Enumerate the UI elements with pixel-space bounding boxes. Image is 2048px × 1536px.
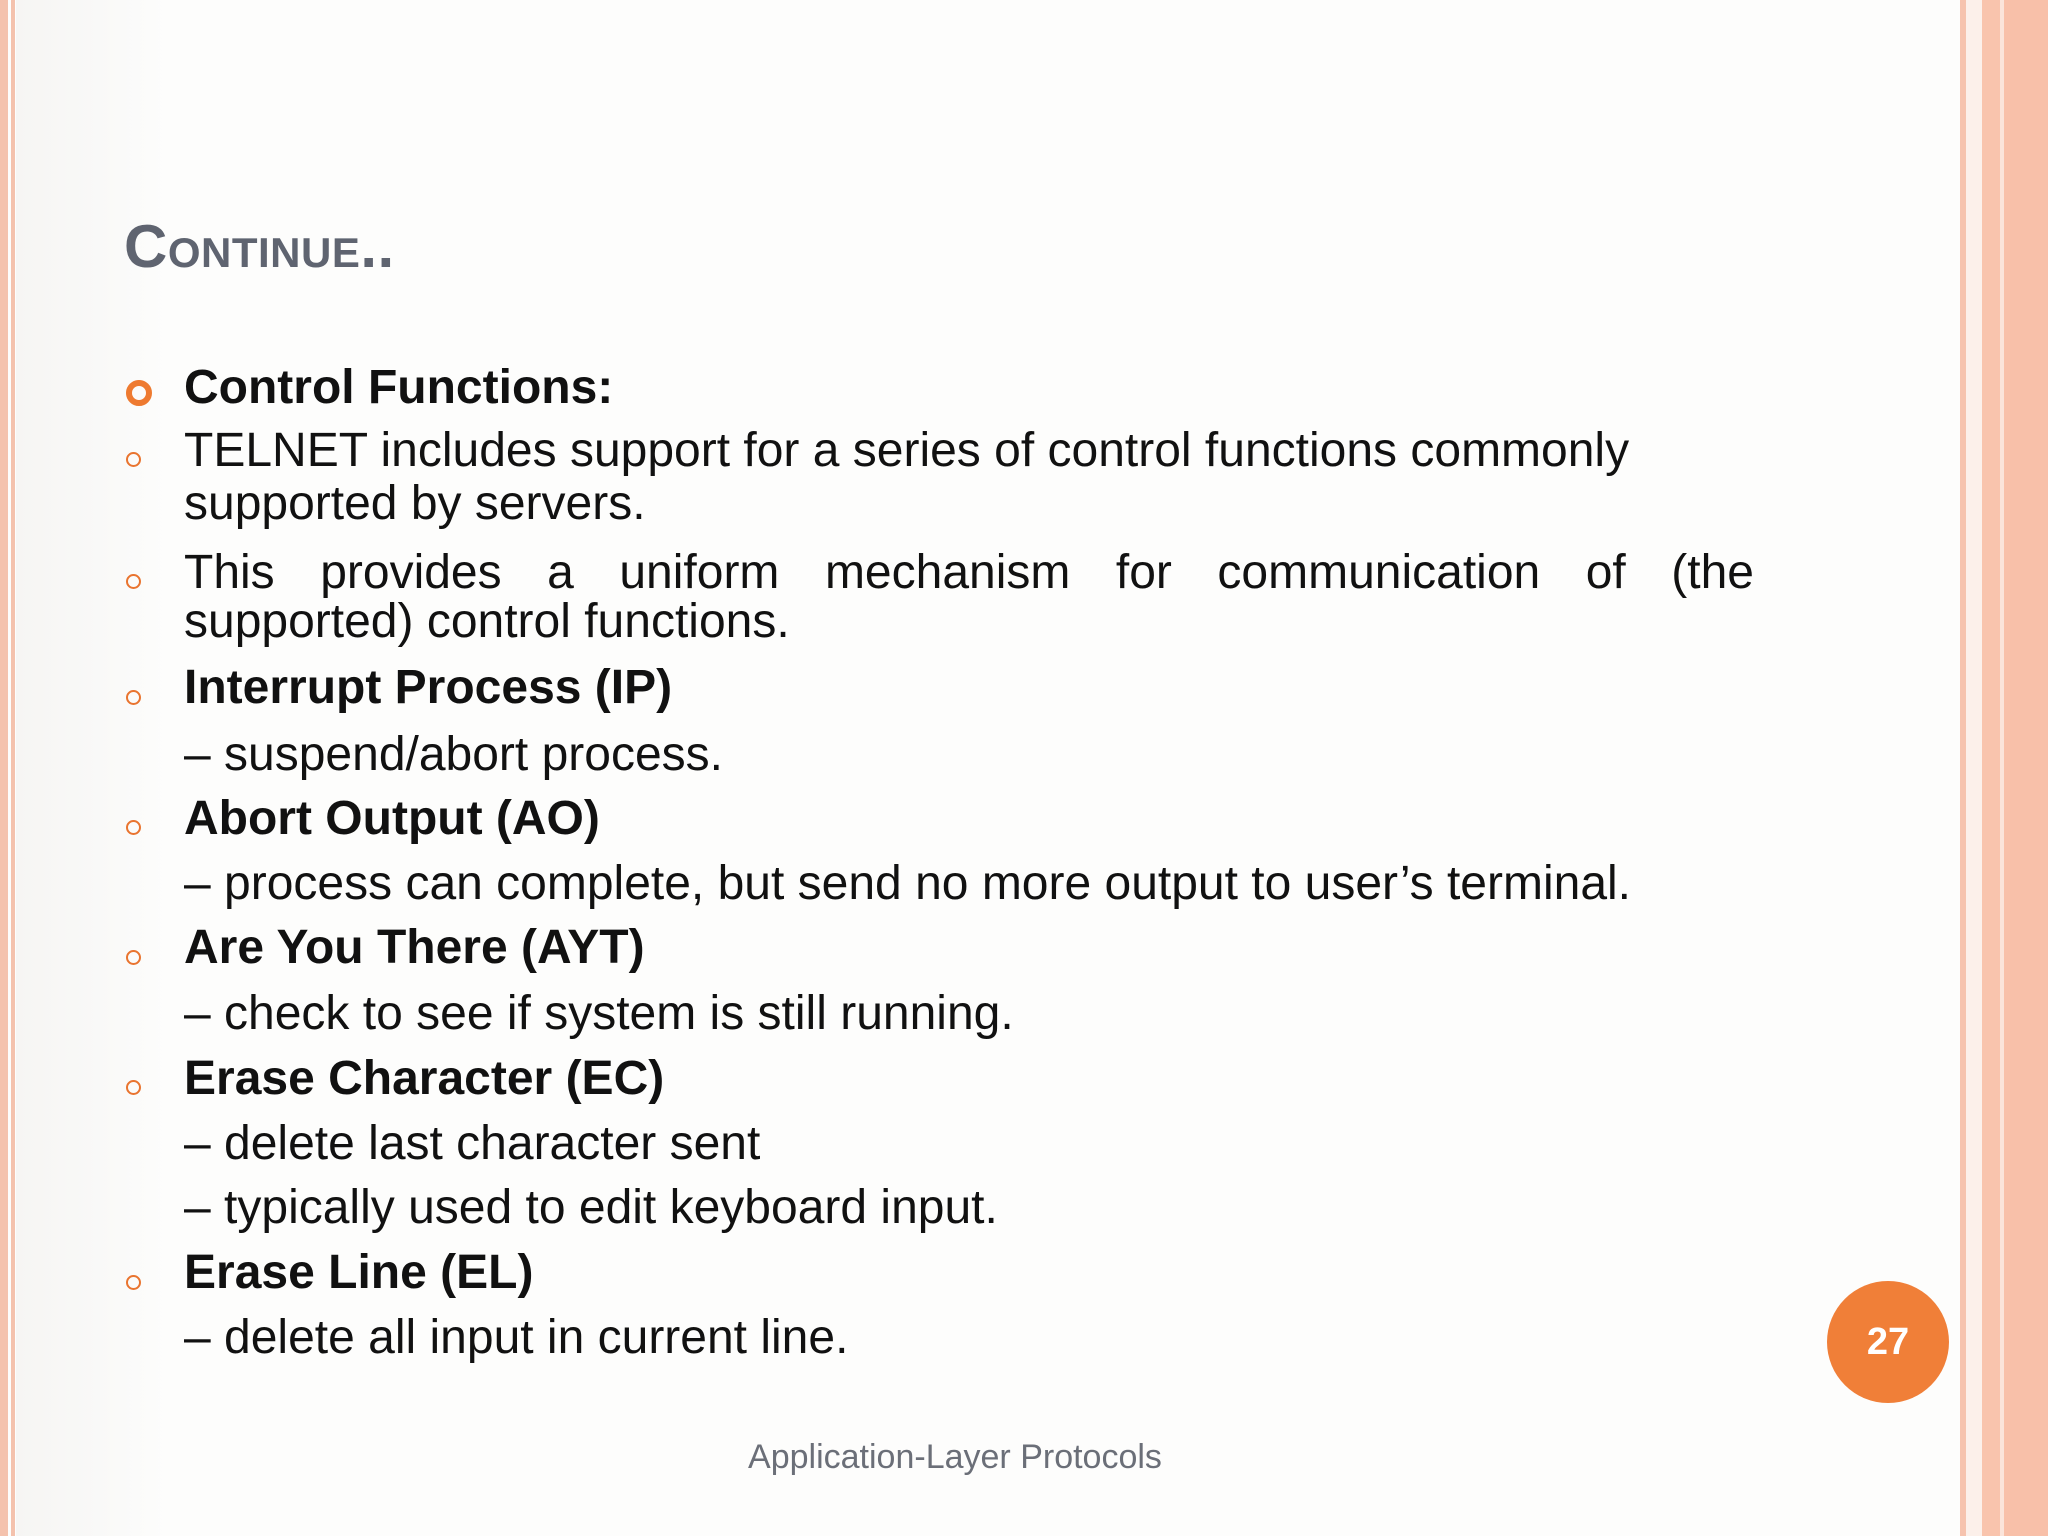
intro-line-1: TELNET includes support for a series of control functions commonly bbox=[184, 424, 1630, 477]
main-bullet-icon bbox=[126, 380, 152, 406]
right-border-gap bbox=[1966, 0, 1982, 1536]
item-heading-erase-character: Erase Character (EC) bbox=[184, 1052, 665, 1105]
item-detail: – check to see if system is still running. bbox=[184, 987, 1014, 1040]
item-detail: – typically used to edit keyboard input. bbox=[184, 1181, 998, 1234]
sub-bullet-icon bbox=[126, 1080, 141, 1095]
sub-bullet-icon bbox=[126, 1275, 141, 1290]
intro-line-3: This provides a uniform mechanism for communication of (the bbox=[184, 546, 1754, 599]
right-border-stripe-wide bbox=[1982, 0, 2000, 1536]
item-detail: – delete last character sent bbox=[184, 1117, 761, 1170]
item-detail: – process can complete, but send no more output to user’s terminal. bbox=[184, 857, 1632, 910]
right-border-stripe-outer bbox=[2004, 0, 2048, 1536]
item-detail: – suspend/abort process. bbox=[184, 728, 723, 781]
page-number-badge: 27 bbox=[1827, 1281, 1949, 1403]
intro-line-2: supported by servers. bbox=[184, 477, 646, 530]
section-heading: Control Functions: bbox=[184, 361, 614, 414]
slide-footer: Application-Layer Protocols bbox=[748, 1438, 1162, 1476]
sub-bullet-icon bbox=[126, 574, 141, 589]
item-heading-erase-line: Erase Line (EL) bbox=[184, 1246, 534, 1299]
intro-line-4: supported) control functions. bbox=[184, 595, 790, 648]
sub-bullet-icon bbox=[126, 452, 141, 467]
sub-bullet-icon bbox=[126, 820, 141, 835]
sub-bullet-icon bbox=[126, 950, 141, 965]
item-heading-are-you-there: Are You There (AYT) bbox=[184, 921, 645, 974]
item-heading-abort-output: Abort Output (AO) bbox=[184, 792, 600, 845]
left-border-stripe bbox=[0, 0, 8, 1536]
left-border-stripe-inner bbox=[11, 0, 15, 1536]
slide-title: Continue.. bbox=[124, 213, 395, 280]
sub-bullet-icon bbox=[126, 690, 141, 705]
item-detail: – delete all input in current line. bbox=[184, 1311, 849, 1364]
item-heading-interrupt-process: Interrupt Process (IP) bbox=[184, 661, 673, 714]
